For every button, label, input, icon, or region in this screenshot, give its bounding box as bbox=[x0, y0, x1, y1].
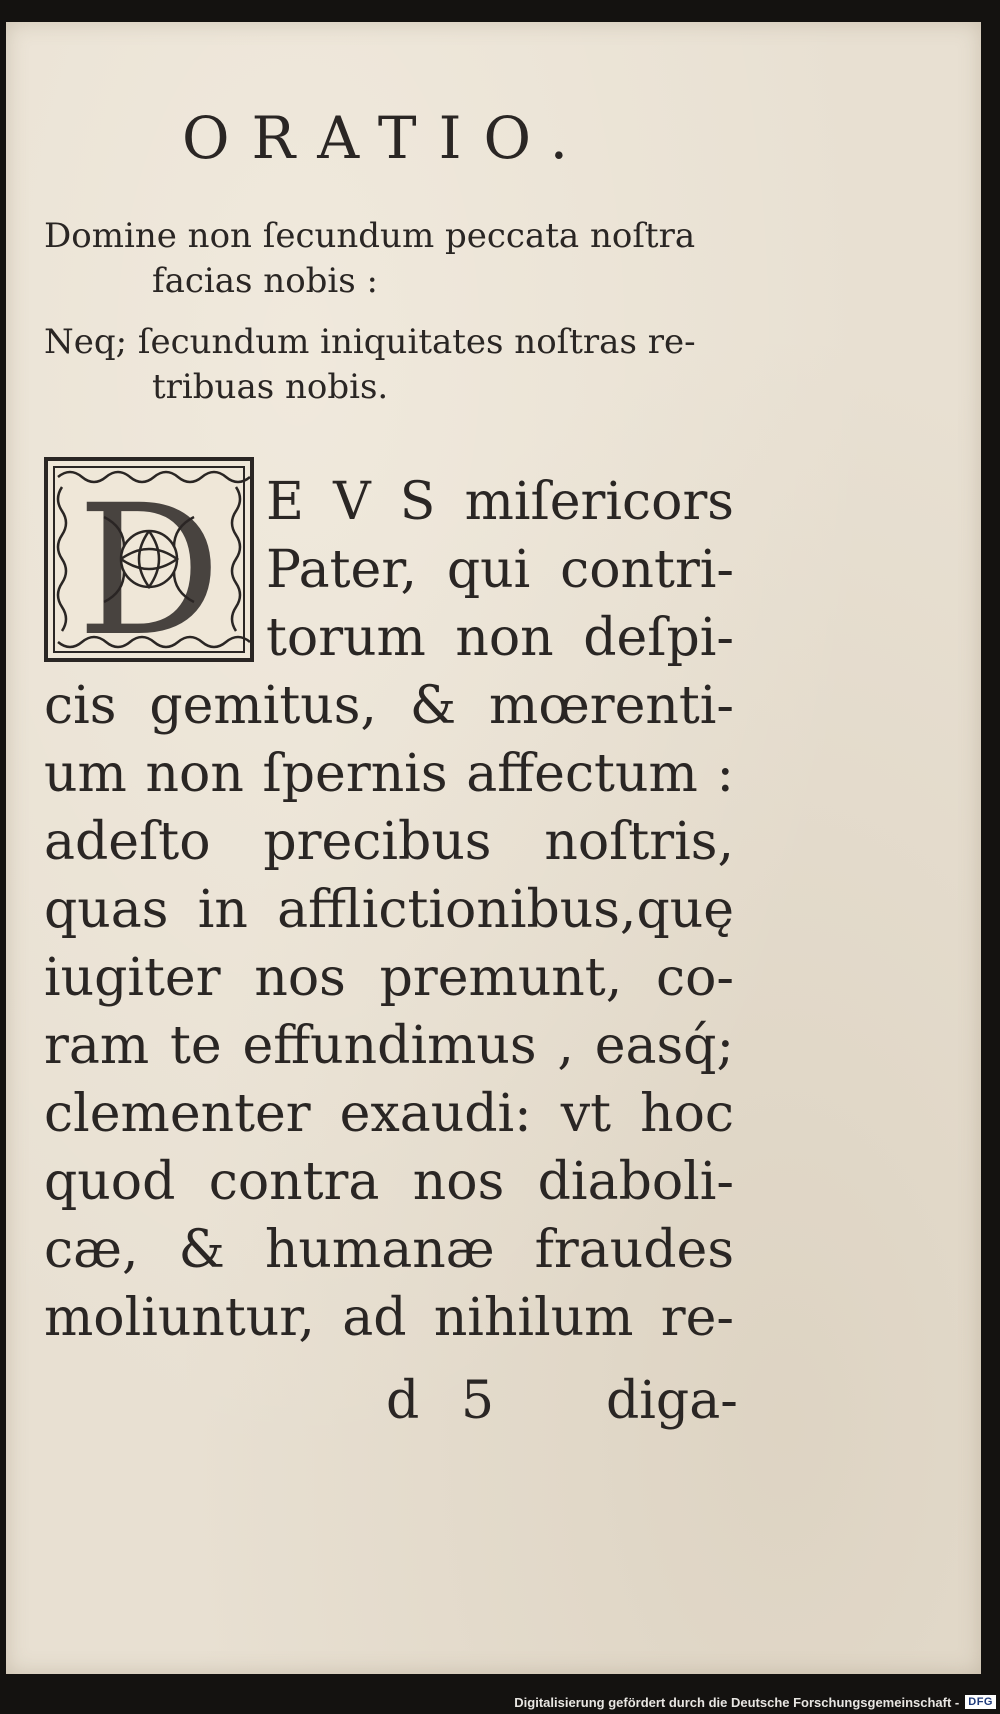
prayer-body bbox=[44, 468, 734, 1352]
verse-2 bbox=[44, 320, 744, 410]
page-heading: ORATIO. bbox=[182, 104, 591, 172]
body-line: um non ſpernis affectum : bbox=[44, 744, 734, 804]
body-line: quod contra nos diaboli- bbox=[44, 1152, 734, 1212]
credit-text: Digitalisierung gefördert durch die Deutsche Forschungsgemeinschaft - bbox=[514, 1694, 960, 1710]
body-line: torum non deſpi- bbox=[266, 608, 734, 668]
body-line: moliuntur, ad nihilum re- bbox=[44, 1288, 734, 1348]
body-line: adeſto precibus noſtris, bbox=[44, 812, 734, 872]
body-line: clementer exaudi: vt hoc bbox=[44, 1084, 734, 1144]
verse-1-line-1: Domine non ſecundum peccata noſtra bbox=[44, 216, 696, 256]
dfg-logo: DFG bbox=[965, 1695, 996, 1709]
body-line: E V S miſericors bbox=[266, 472, 734, 532]
digitization-credit bbox=[514, 1692, 996, 1712]
catchword: diga- bbox=[606, 1371, 738, 1431]
body-line: cis gemitus, & mœrenti- bbox=[44, 676, 734, 736]
body-line: Pater, qui contri- bbox=[266, 540, 734, 600]
book-page bbox=[6, 22, 981, 1674]
signature-mark: d bbox=[386, 1371, 420, 1431]
verse-1-line-2: facias nobis : bbox=[152, 261, 379, 301]
signature-number: 5 bbox=[461, 1371, 495, 1431]
verse-2-line-2: tribuas nobis. bbox=[152, 367, 389, 407]
verse-2-line-1: Neq; ſecundum iniquitates noſtras re- bbox=[44, 322, 696, 362]
body-line: iugiter nos premunt, co- bbox=[44, 948, 734, 1008]
verse-1 bbox=[44, 214, 744, 304]
body-line: ram te effundimus , easq́; bbox=[44, 1016, 734, 1076]
initial-letter: D bbox=[76, 467, 222, 662]
body-line: cæ, & humanæ fraudes bbox=[44, 1220, 734, 1280]
body-line: quas in afflictionibus,quę bbox=[44, 880, 734, 940]
